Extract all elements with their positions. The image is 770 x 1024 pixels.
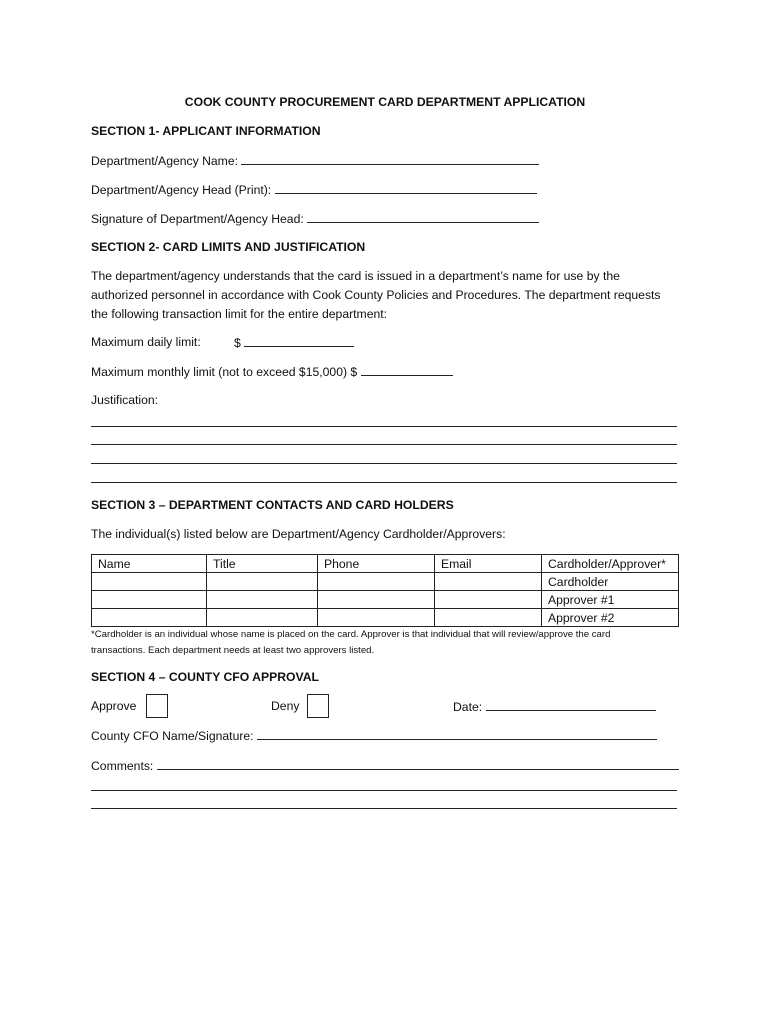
cfo-label: County CFO Name/Signature: — [91, 729, 254, 743]
email-cell[interactable] — [435, 573, 542, 591]
dept-head-field[interactable] — [275, 182, 537, 194]
table-row — [92, 591, 679, 609]
comments-line-2[interactable] — [91, 790, 677, 791]
signature-row — [91, 211, 539, 227]
section1-heading: SECTION 1- APPLICANT INFORMATION — [91, 124, 321, 138]
justification-label: Justification: — [91, 393, 159, 407]
form-title: COOK COUNTY PROCUREMENT CARD DEPARTMENT APPLICATION — [184, 95, 586, 109]
title-cell[interactable] — [207, 609, 318, 627]
section4-heading: SECTION 4 – COUNTY CFO APPROVAL — [91, 670, 319, 684]
dept-head-label: Department/Agency Head (Print): — [91, 183, 272, 197]
approve-checkbox[interactable] — [146, 694, 168, 718]
table-header-row — [92, 555, 679, 573]
monthly-limit-field[interactable] — [361, 364, 453, 376]
section3-intro: The individual(s) listed below are Department/Agency Cardholder/Approvers: — [91, 527, 506, 541]
role-cell: Cardholder — [542, 573, 679, 591]
justification-line-4[interactable] — [91, 482, 677, 483]
section2-heading: SECTION 2- CARD LIMITS AND JUSTIFICATION — [91, 240, 366, 254]
footnote-line-1: *Cardholder is an individual whose name is placed on the card. Approver is that individual that will review/approve the card — [91, 629, 611, 640]
role-cell: Approver #1 — [542, 591, 679, 609]
comments-row — [91, 758, 679, 774]
paragraph-line-2: authorized personnel in accordance with Cook County Policies and Procedures. The department requests — [91, 288, 661, 302]
table-footnote — [91, 627, 691, 659]
cfo-row — [91, 728, 657, 744]
role-cell: Approver #2 — [542, 609, 679, 627]
section3-heading: SECTION 3 – DEPARTMENT CONTACTS AND CARD HOLDERS — [91, 498, 454, 512]
column-header-phone: Phone — [318, 555, 435, 573]
dept-name-row — [91, 153, 539, 169]
name-cell[interactable] — [92, 573, 207, 591]
contacts-table — [91, 554, 679, 627]
justification-line-1[interactable] — [91, 426, 677, 427]
table-row — [92, 609, 679, 627]
column-header-name: Name — [92, 555, 207, 573]
cfo-signature-field[interactable] — [257, 728, 657, 740]
signature-field[interactable] — [307, 211, 539, 223]
column-header-email: Email — [435, 555, 542, 573]
daily-limit-label: Maximum daily limit: — [91, 335, 201, 349]
paragraph-line-3: the following transaction limit for the entire department: — [91, 307, 388, 321]
daily-limit-row — [234, 335, 354, 351]
title-cell[interactable] — [207, 573, 318, 591]
comments-line-1[interactable] — [157, 758, 679, 770]
phone-cell[interactable] — [318, 609, 435, 627]
comments-line-3[interactable] — [91, 808, 677, 809]
email-cell[interactable] — [435, 591, 542, 609]
monthly-limit-label: Maximum monthly limit (not to exceed $15,000) $ — [91, 365, 358, 379]
deny-label: Deny — [271, 699, 300, 713]
dept-name-field[interactable] — [241, 153, 539, 165]
justification-line-3[interactable] — [91, 463, 677, 464]
daily-limit-dollar: $ — [234, 336, 241, 350]
comments-label: Comments: — [91, 759, 154, 773]
date-field[interactable] — [486, 699, 656, 711]
dept-head-row — [91, 182, 537, 198]
column-header-title: Title — [207, 555, 318, 573]
email-cell[interactable] — [435, 609, 542, 627]
footnote-line-2: transactions. Each department needs at least two approvers listed. — [91, 645, 375, 656]
signature-label: Signature of Department/Agency Head: — [91, 212, 304, 226]
date-row — [453, 699, 656, 715]
title-cell[interactable] — [207, 591, 318, 609]
phone-cell[interactable] — [318, 573, 435, 591]
table-row — [92, 573, 679, 591]
section2-paragraph — [91, 267, 691, 324]
daily-limit-field[interactable] — [244, 335, 354, 347]
approve-label: Approve — [91, 699, 137, 713]
date-label: Date: — [453, 700, 483, 714]
monthly-limit-row — [91, 364, 453, 380]
column-header-role: Cardholder/Approver* — [542, 555, 679, 573]
name-cell[interactable] — [92, 591, 207, 609]
name-cell[interactable] — [92, 609, 207, 627]
dept-name-label: Department/Agency Name: — [91, 154, 238, 168]
deny-checkbox[interactable] — [307, 694, 329, 718]
phone-cell[interactable] — [318, 591, 435, 609]
justification-line-2[interactable] — [91, 444, 677, 445]
paragraph-line-1: The department/agency understands that the card is issued in a department’s name for use by the — [91, 269, 620, 283]
